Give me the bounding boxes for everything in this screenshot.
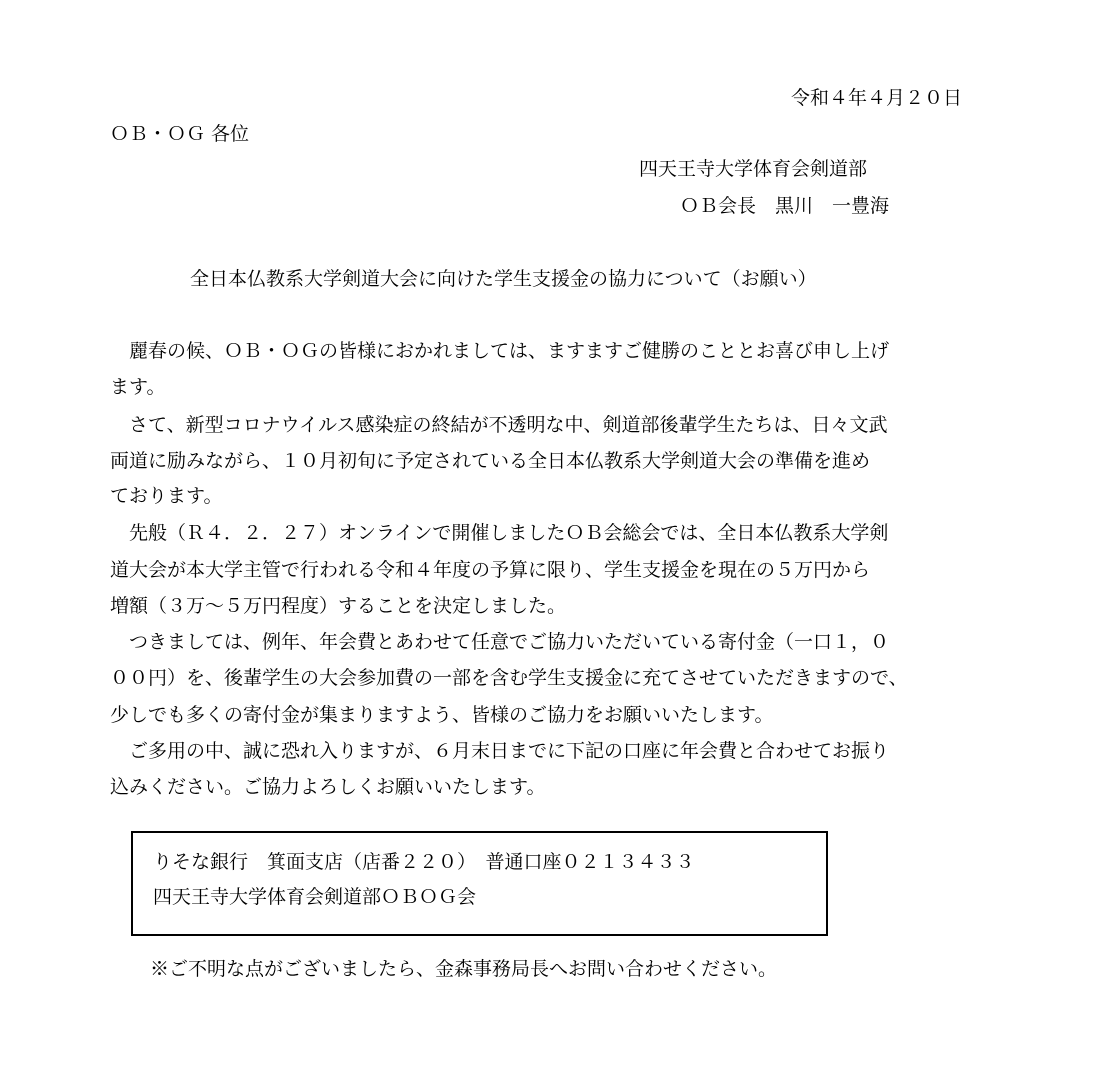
contact-note: ※ご不明な点がございましたら、金森事務局長へお問い合わせください。 xyxy=(150,958,778,980)
body-line: ご多用の中、誠に恐れ入りますが、６月末日までに下記の口座に年会費と合わせてお振り xyxy=(110,740,890,762)
bank-account-holder: 四天王寺大学体育会剣道部ＯＢＯＧ会 xyxy=(153,886,477,908)
sender-person: ＯＢ会長 黒川 一豊海 xyxy=(680,195,890,217)
bank-account-details: りそな銀行 箕面支店（店番２２０） 普通口座０２１３４３３ xyxy=(153,851,695,873)
subject-title: 全日本仏教系大学剣道大会に向けた学生支援金の協力について（お願い） xyxy=(190,268,817,290)
body-line: 少しでも多くの寄付金が集まりますよう、皆様のご協力をお願いいたします。 xyxy=(110,704,774,726)
body-line: 込みください。ご協力よろしくお願いいたします。 xyxy=(110,776,546,798)
body-line: さて、新型コロナウイルス感染症の終結が不透明な中、剣道部後輩学生たちは、日々文武 xyxy=(110,414,888,436)
body-line: 両道に励みながら、１０月初旬に予定されている全日本仏教系大学剣道大会の準備を進め xyxy=(110,450,871,472)
body-line: つきましては、例年、年会費とあわせて任意でご協力いただいている寄付金（一口１，０ xyxy=(110,631,890,653)
body-line: ております。 xyxy=(110,485,223,507)
body-line: 麗春の候、ＯＢ・ＯＧの皆様におかれましては、ますますご健勝のこととお喜び申し上げ xyxy=(110,340,890,362)
sender-organization: 四天王寺大学体育会剣道部 xyxy=(639,158,868,180)
document-date: 令和４年４月２０日 xyxy=(790,87,962,109)
body-line: 増額（３万～５万円程度）することを決定しました。 xyxy=(110,595,567,617)
body-line: ００円）を、後輩学生の大会参加費の一部を含む学生支援金に充てさせていただきますので、 xyxy=(110,667,908,689)
recipient-line: ＯＢ・ＯＧ 各位 xyxy=(110,123,250,145)
body-line: 先般（Ｒ４．２．２７）オンラインで開催しましたＯＢ会総会では、全日本仏教系大学剣 xyxy=(110,522,889,544)
body-line: 道大会が本大学主管で行われる令和４年度の予算に限り、学生支援金を現在の５万円から xyxy=(110,559,871,581)
body-line: ます。 xyxy=(110,376,166,398)
bank-account-box xyxy=(131,831,828,936)
